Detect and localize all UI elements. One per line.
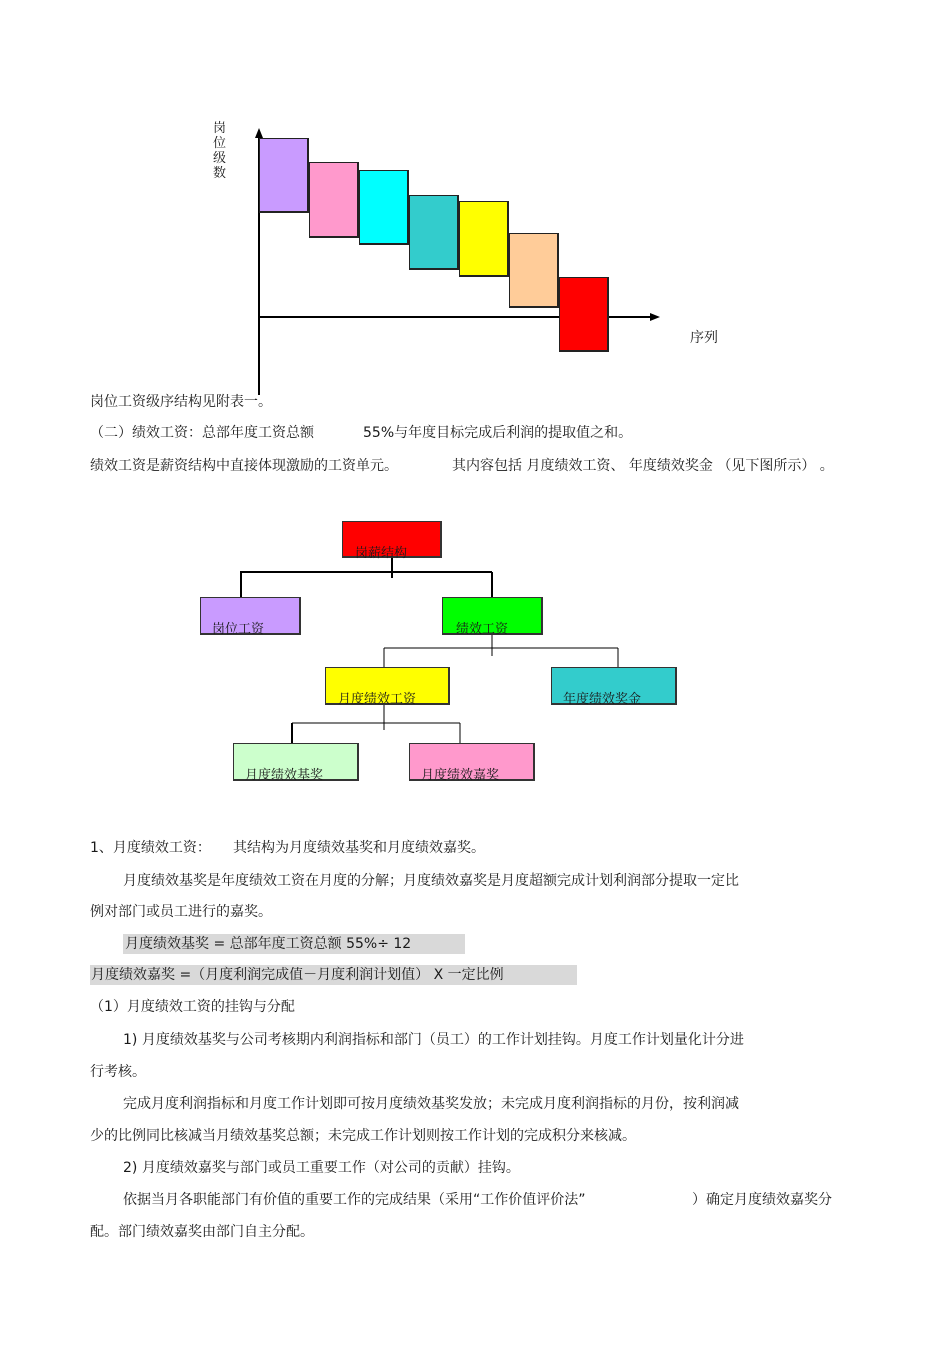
step-bar-3 [359, 170, 409, 245]
paragraph-reward-allocation-2: 配。部门绩效嘉奖由部门自主分配。 [90, 1224, 314, 1240]
step-bar-5 [459, 201, 509, 277]
x-axis-arrow [650, 313, 660, 321]
step-bar-2 [309, 162, 359, 238]
paragraph-performance-salary-def-b: 55%与年度目标完成后利润的提取值之和。 [363, 425, 633, 441]
section-monthly-performance-salary-b: 其结构为月度绩效基奖和月度绩效嘉奖。 [233, 840, 485, 856]
node-root-label: 岗薪结构 [355, 546, 408, 561]
paragraph-reward-bonus-linkage: 2) 月度绩效嘉奖与部门或员工重要工作（对公司的贡献）挂钩。 [123, 1160, 520, 1176]
paragraph-base-bonus-linkage-2: 行考核。 [90, 1064, 146, 1080]
node-performance-salary-label: 绩效工资 [456, 622, 509, 637]
x-axis-label: 序列 [690, 330, 718, 346]
paragraph-deduction-rule-1: 完成月度利润指标和月度工作计划即可按月度绩效基奖发放；未完成月度利润指标的月份，按利润减 [123, 1096, 739, 1112]
paragraph-base-bonus-linkage-1: 1) 月度绩效基奖与公司考核期内利润指标和部门（员工）的工作计划挂钩。月度工作计划量化计分进 [123, 1032, 744, 1048]
node-annual-performance-bonus-label: 年度绩效奖金 [563, 692, 642, 707]
diagram-connectors [190, 520, 690, 780]
subsection-linkage-distribution: （1）月度绩效工资的挂钩与分配 [90, 999, 295, 1015]
step-bar-7 [559, 277, 609, 352]
node-position-salary-label: 岗位工资 [212, 622, 265, 637]
paragraph-deduction-rule-2: 少的比例同比核减当月绩效基奖总额；未完成工作计划则按工作计划的完成积分来核减。 [90, 1128, 636, 1144]
y-axis-arrow [255, 128, 263, 138]
formula-reward-bonus: 月度绩效嘉奖 =（月度利润完成值－月度利润计划值） X 一定比例 [90, 965, 577, 985]
paragraph-performance-content-b: 其内容包括 月度绩效工资、 年度绩效奖金 （见下图所示） 。 [452, 458, 834, 474]
node-monthly-reward-bonus [409, 743, 535, 781]
paragraph-bonus-definition-1: 月度绩效基奖是年度绩效工资在月度的分解；月度绩效嘉奖是月度超额完成计划利润部分提取一定比 [123, 873, 739, 889]
node-monthly-performance-salary [325, 667, 450, 705]
y-axis-label-char-3: 级 [213, 151, 227, 166]
y-axis-label-char-1: 岗 [213, 121, 227, 136]
step-bar-6 [509, 233, 559, 308]
step-bar-4 [409, 195, 459, 270]
paragraph-performance-salary-def-a: （二）绩效工资：总部年度工资总额 [90, 425, 314, 441]
node-root [342, 521, 442, 561]
node-monthly-performance-salary-label: 月度绩效工资 [338, 692, 417, 707]
node-monthly-base-bonus [233, 743, 359, 781]
node-performance-salary [442, 597, 543, 635]
paragraph-performance-content-a: 绩效工资是薪资结构中直接体现激励的工资单元。 [90, 458, 398, 474]
node-annual-performance-bonus [551, 667, 677, 705]
step-bar-1 [259, 138, 309, 213]
node-monthly-base-bonus-label: 月度绩效基奖 [245, 768, 324, 783]
node-monthly-reward-bonus-label: 月度绩效嘉奖 [421, 768, 500, 783]
node-position-salary [200, 597, 301, 635]
paragraph-position-salary-ref: 岗位工资级序结构见附表一。 [90, 394, 272, 410]
y-axis-label-char-4: 数 [213, 166, 227, 181]
paragraph-reward-allocation-1b: ）确定月度绩效嘉奖分 [692, 1192, 832, 1208]
y-axis-label-char-2: 位 [213, 136, 227, 151]
section-monthly-performance-salary-a: 1、月度绩效工资： [90, 840, 211, 856]
formula-base-bonus: 月度绩效基奖 = 总部年度工资总额 55%÷ 12 [123, 934, 465, 954]
paragraph-bonus-definition-2: 例对部门或员工进行的嘉奖。 [90, 904, 272, 920]
paragraph-reward-allocation-1a: 依据当月各职能部门有价值的重要工作的完成结果（采用“工作价值评价法” [123, 1192, 586, 1208]
